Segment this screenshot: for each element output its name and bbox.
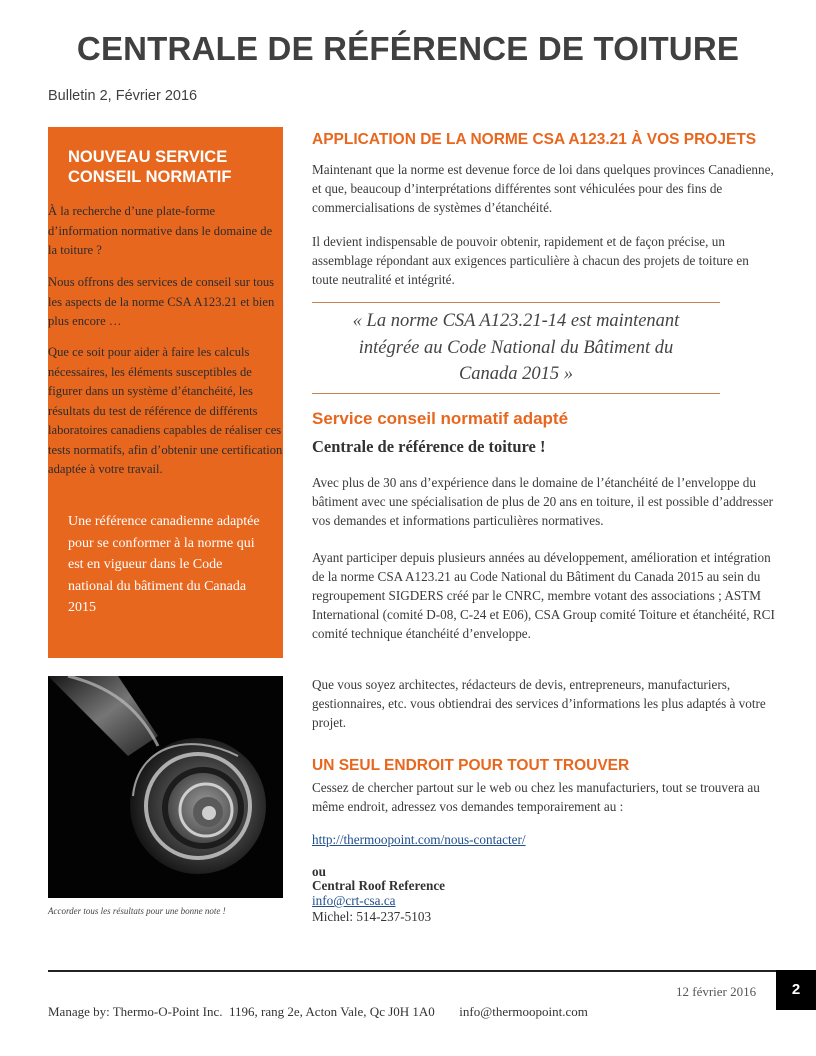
pullquote-rule-bottom bbox=[312, 393, 720, 394]
footer-email: info@thermoopoint.com bbox=[459, 1004, 588, 1019]
violin-scroll-image bbox=[48, 676, 283, 898]
section1-paragraph2: Il devient indispensable de pouvoir obtenir, rapidement et de façon précise, un assemblage répondant aux exigences particulière à chacun des projets de toiture en toute neutralité et intégrité. bbox=[312, 234, 749, 287]
pullquote-rule-top bbox=[312, 302, 720, 303]
bulletin-label: Bulletin 2, Février 2016 bbox=[48, 88, 198, 104]
sidebar-title-line1: NOUVEAU SERVICE bbox=[68, 148, 228, 166]
pullquote-line: Canada 2015 » bbox=[458, 364, 574, 384]
section2-paragraph3: Que vous soyez architectes, rédacteurs de devis, entrepreneurs, manufacturiers, gestionnaires, etc. vous obtiendrai des services d’informations les plus adaptés à votre projet. bbox=[312, 677, 766, 730]
sidebar-paragraph: À la recherche d’une plate-forme d’information normative dans le domaine de la toiture ? bbox=[48, 204, 273, 257]
footer-manage-text: Manage by: Thermo-O-Point Inc. 1196, rang 2e, Acton Vale, Qc J0H 1A0 bbox=[48, 1004, 435, 1019]
sidebar-title-line2: CONSEIL NORMATIF bbox=[68, 168, 232, 186]
footer-manage bbox=[48, 1004, 588, 1020]
sidebar-quote: Une référence canadienne adaptée pour se conformer à la norme qui est en vigueur dans le Code national du bâtiment du Canada 2015 bbox=[68, 514, 260, 615]
sidebar-paragraph: Que ce soit pour aider à faire les calculs nécessaires, les éléments susceptibles de figurer dans un système d’étanchéité, les résultats du test de référence de différents laboratoires canadiens capables de réaliser ces tests normatifs, afin d’obtenir une certification adaptée à votre travail. bbox=[48, 345, 283, 476]
or-text: ou bbox=[312, 864, 326, 879]
contact-phone: Michel: 514-237-5103 bbox=[312, 909, 432, 924]
page-title: CENTRALE DE RÉFÉRENCE DE TOITURE bbox=[76, 30, 740, 67]
section2-subheading: Centrale de référence de toiture ! bbox=[312, 437, 546, 456]
footer-date: 12 février 2016 bbox=[676, 984, 757, 999]
section1-heading: APPLICATION DE LA NORME CSA A123.21 À VOS PROJETS bbox=[312, 131, 757, 148]
section2-heading: Service conseil normatif adapté bbox=[312, 409, 569, 428]
image-caption: Accorder tous les résultats pour une bonne note ! bbox=[48, 906, 226, 916]
pullquote bbox=[312, 308, 720, 388]
section1-paragraph1: Maintenant que la norme est devenue force de loi dans quelques provinces Canadienne, et que, beaucoup d’interprétations différentes sont véhiculées pour des fins de commercialisations de systèmes d’étanchéité. bbox=[312, 162, 774, 215]
section3-paragraph: Cessez de chercher partout sur le web ou chez les manufacturiers, tout se trouvera au même endroit, adressez vos demandes temporairement au : bbox=[312, 780, 760, 814]
contact-email-link[interactable]: info@crt-csa.ca bbox=[312, 893, 396, 908]
pullquote-line: « La norme CSA A123.21-14 est maintenant bbox=[352, 311, 680, 331]
contact-name: Central Roof Reference bbox=[312, 878, 446, 893]
section2-paragraph1: Avec plus de 30 ans d’expérience dans le domaine de l’étanchéité de l’enveloppe du bâtiment avec une spécialisation de plus de 20 ans en toiture, il est possible d’addresser vos demandes et informations particulières normatives. bbox=[312, 475, 774, 528]
footer-rule bbox=[48, 970, 776, 972]
page-number: 2 bbox=[776, 970, 816, 1010]
sidebar-paragraph: Nous offrons des services de conseil sur tous les aspects de la norme CSA A123.21 et bien plus encore … bbox=[48, 275, 275, 328]
section2-paragraph2: Ayant participer depuis plusieurs années au développement, amélioration et intégration de la norme CSA A123.21 au Code National du Bâtiment du Canada 2015 au sein du regroupement SIGDERS créé par le CNRC, membre votant des associations ; ASTM International (comité D-08, C-24 et E06), CSA Group comité Toiture et étanchéité, RCI comité technique étanchéité d’enveloppe. bbox=[312, 550, 775, 641]
pullquote-line: intégrée au Code National du Bâtiment du bbox=[358, 337, 674, 358]
violin-scroll-icon bbox=[48, 676, 283, 898]
contact-url-link[interactable]: http://thermoopoint.com/nous-contacter/ bbox=[312, 832, 526, 847]
section3-heading: UN SEUL ENDROIT POUR TOUT TROUVER bbox=[312, 757, 630, 774]
sidebar-box bbox=[48, 127, 283, 658]
sidebar-title bbox=[68, 147, 268, 187]
